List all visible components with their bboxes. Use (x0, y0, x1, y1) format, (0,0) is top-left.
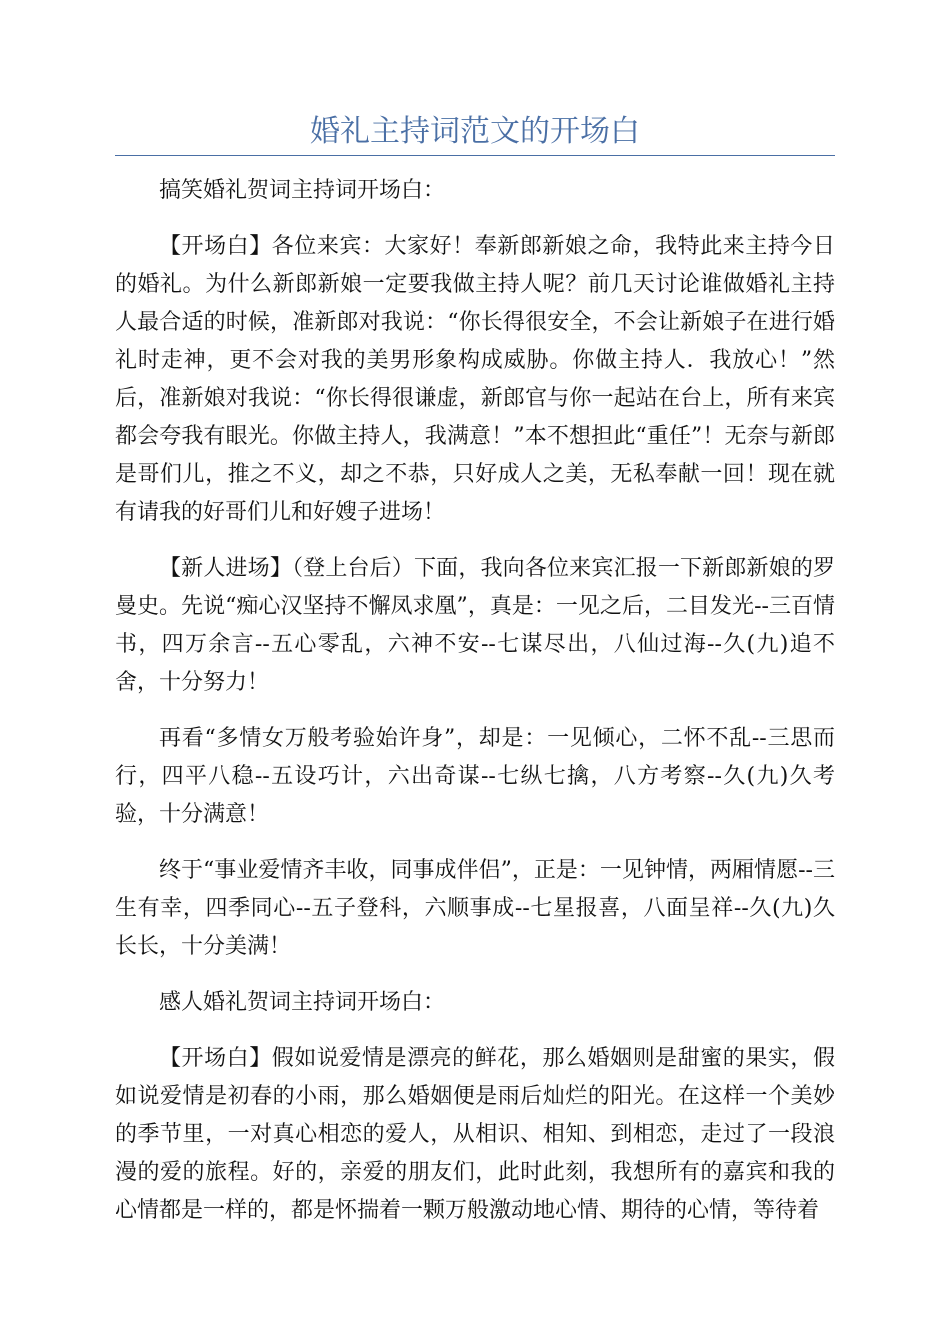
document-title: 婚礼主持词范文的开场白 (310, 114, 640, 149)
paragraph-touching-heading: 感人婚礼贺词主持词开场白： (159, 990, 446, 1015)
paragraph-bride-story: 再看“多情女万般考验始许身”，却是：一见倾心，二怀不乱--三思而行，四平八稳--五设巧计，六出奇谋--七纵七擒，八方考察--久(九)久考验，十分满意！ (115, 726, 835, 827)
paragraph-funny-heading: 搞笑婚礼贺词主持词开场白： (159, 178, 446, 203)
paragraph-opening-1: 【开场白】各位来宾：大家好！奉新郎新娘之命，我特此来主持今日的婚礼。为什么新郎新娘一定要我做主持人呢？前几天讨论谁做婚礼主持人最合适的时候，准新郎对我说：“你长得很安全，不会让新娘子在进行婚礼时走神，更不会对我的美男形象构成威胁。你做主持人．我放心！”然后，准新娘对我说：“你长得很谦虚，新郎官与你一起站在台上，所有来宾都会夸我有眼光。你做主持人，我满意！”本不想担此“重任”！无奈与新郎是哥们儿，推之不义，却之不恭，只好成人之美，无私奉献一回！现在就有请我的好哥们儿和好嫂子进场！ (115, 234, 835, 525)
paragraph-harvest: 终于“事业爱情齐丰收，同事成伴侣”，正是：一见钟情，两厢情愿--三生有幸，四季同心--五子登科，六顺事成--七星报喜，八面呈祥--久(九)久长长，十分美满！ (115, 858, 835, 959)
document-body (115, 172, 835, 1248)
paragraph-opening-2: 【开场白】假如说爱情是漂亮的鲜花，那么婚姻则是甜蜜的果实，假如说爱情是初春的小雨，那么婚姻便是雨后灿烂的阳光。在这样一个美妙的季节里，一对真心相恋的爱人，从相识、相知、到相恋，走过了一段浪漫的爱的旅程。好的，亲爱的朋友们，此时此刻，我想所有的嘉宾和我的心情都是一样的，都是怀揣着一颗万般激动地心情、期待的心情，等待着 (115, 1046, 835, 1223)
title-underline (115, 155, 835, 156)
paragraph-couple-entrance: 【新人进场】（登上台后）下面，我向各位来宾汇报一下新郎新娘的罗曼史。先说“痴心汉坚持不懈凤求凰”，真是：一见之后，二目发光--三百情书，四万余言--五心零乱，六神不安--七谋尽出，八仙过海--久(九)追不舍，十分努力！ (115, 556, 835, 695)
